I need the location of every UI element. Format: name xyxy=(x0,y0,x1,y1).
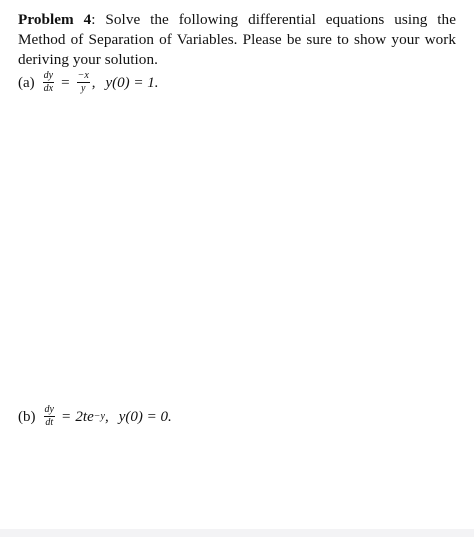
part-b-comma: , xyxy=(104,408,109,425)
part-a-equals: = xyxy=(61,74,70,91)
problem-heading: Problem 4 xyxy=(18,11,92,28)
part-a-label: (a) xyxy=(18,74,35,91)
part-a-initial-condition: y(0) = 1. xyxy=(105,74,159,91)
problem-statement xyxy=(18,10,456,70)
part-b-equals: = xyxy=(61,408,71,425)
part-a-rhs-denominator: y xyxy=(80,83,86,94)
part-a-derivative xyxy=(43,71,54,94)
part-b-equation: (b) $\frac{dy}{dt}$ = 2te −y , y(0) = 0. xyxy=(18,404,172,428)
part-b-derivative xyxy=(44,405,55,428)
part-a-lhs-numerator: dy xyxy=(43,70,54,81)
part-a-lhs-denominator: dx xyxy=(43,83,54,94)
part-a-rhs-numerator: −x xyxy=(77,70,89,81)
part-b-label: (b) xyxy=(18,408,36,425)
part-b-rhs: 2te xyxy=(75,408,94,425)
part-a-comma: , xyxy=(91,74,96,91)
part-b-lhs-numerator: dy xyxy=(44,404,54,415)
part-a-equation xyxy=(18,71,159,94)
page-bottom-edge xyxy=(0,529,474,537)
part-a-rhs-fraction xyxy=(77,71,90,94)
part-b-initial-condition: y(0) = 0. xyxy=(118,408,172,425)
part-b-lhs-denominator: dt xyxy=(45,417,54,428)
problem-text: : Solve the following differential equations using the Method of Separation of Variables. Please be sure to show your work deriving your solution. xyxy=(18,11,456,68)
